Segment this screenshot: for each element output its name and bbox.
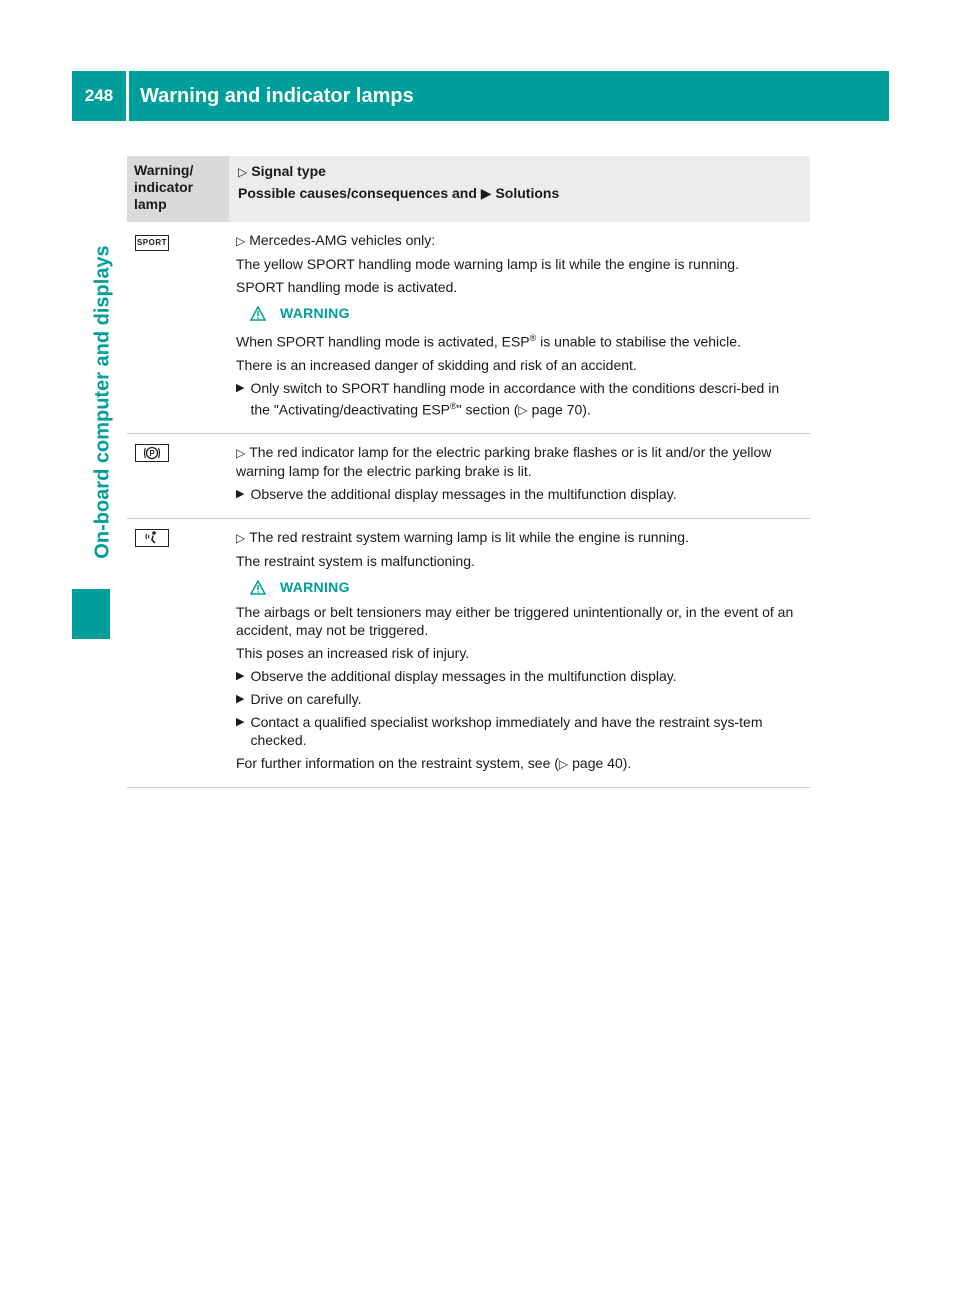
side-chapter-marker — [72, 589, 110, 639]
table-row: SPORT ▷ Mercedes-AMG vehicles only: The yellow SPORT handling mode warning lamp is lit while the engine is running. SPORT handling mode is activated. WARNING When SPORT handling mode is activated, ESP® is unable to stabilise the vehicle. There is an increased danger of skidding and risk of an accident. ▶ Only switch to SPORT handling mode in accordance with the conditions descri-bed in the "Activating/deactivating ESP®" section (▷ page 70). — [127, 222, 810, 434]
row-text: There is an increased danger of skidding and risk of an accident. — [236, 356, 637, 373]
warning-lamp-table — [127, 156, 810, 788]
row-text: The yellow SPORT handling mode warning lamp is lit while the engine is running. — [236, 256, 739, 272]
signal-triangle-icon: ▷ — [236, 234, 246, 248]
action-step: ▶ Only switch to SPORT handling mode in accordance with the conditions descri-bed in the "Activating/deactivating ESP®" section (▷ page 70). — [236, 379, 780, 418]
restraint-system-lamp-icon — [135, 529, 169, 547]
signal-triangle-icon: ▷ — [236, 531, 246, 545]
header-causes: Possible causes/consequences and — [238, 185, 477, 201]
page-reference-link[interactable]: page 40). — [572, 755, 632, 771]
warning-heading: WARNING — [250, 578, 802, 596]
action-step: ▶ Observe the additional display messages in the multifunction display. — [236, 486, 677, 502]
svg-text:P: P — [149, 449, 155, 458]
solution-arrow-icon: ▶ — [480, 185, 492, 201]
page-number: 248 — [84, 86, 114, 105]
row-intro: Mercedes-AMG vehicles only: — [249, 232, 436, 248]
parking-brake-lamp-icon — [135, 444, 169, 462]
page-title: Warning and indicator lamps — [140, 85, 414, 107]
action-step: ▶ Contact a qualified specialist workshop immediately and have the restraint sys-tem checked. — [236, 714, 763, 748]
action-arrow-icon: ▶ — [236, 488, 245, 500]
header-signal-column — [229, 156, 810, 222]
table-row: ▷ The red restraint system warning lamp is lit while the engine is running. The restraint system is malfunctioning. WARNING The airbags or belt tensioners may either be triggered unintentionally or, in the event of an accident, may not be triggered. This poses an increased risk of injury. ▶ Observe the additional display messages in the multifunction display. ▶ Drive on carefully. ▶ Contact a qualified specialist workshop immediately and have the restraint sys-tem checked. For further information on the restraint system, see (▷ page 40). — [127, 519, 810, 788]
row-text: SPORT handling mode is activated. — [236, 279, 458, 295]
row-text: The airbags or belt tensioners may either be triggered unintentionally or, in the event of an accident, may not be triggered. — [236, 604, 794, 638]
page-ref-triangle-icon: ▷ — [558, 757, 569, 771]
table-row: P ▷ The red indicator lamp for the electric parking brake flashes or is lit and/or the yellow warning lamp for the electric parking brake is lit. ▶ Observe the additional display messages in the multifunction display. — [127, 434, 810, 519]
table-header — [127, 156, 810, 222]
action-arrow-icon: ▶ — [236, 381, 245, 394]
action-arrow-icon: ▶ — [236, 670, 245, 682]
action-arrow-icon: ▶ — [236, 716, 245, 728]
header-solutions: Solutions — [495, 185, 560, 201]
warning-triangle-icon — [250, 580, 266, 595]
action-step: ▶ Drive on carefully. — [236, 691, 362, 707]
signal-triangle-icon: ▷ — [236, 446, 246, 460]
warning-triangle-icon — [250, 306, 266, 321]
page-reference-link[interactable]: page 70). — [531, 401, 591, 418]
page-header — [72, 71, 889, 121]
row-text: The restraint system is malfunctioning. — [236, 553, 475, 569]
header-signal-type: Signal type — [251, 163, 326, 179]
side-chapter-label: On-board computer and displays — [91, 245, 114, 559]
header-lamp-column: Warning/ indicator lamp — [127, 156, 229, 222]
action-step: ▶ Observe the additional display messages in the multifunction display. — [236, 668, 677, 684]
action-arrow-icon: ▶ — [236, 693, 245, 705]
signal-triangle-icon: ▷ — [238, 165, 248, 179]
warning-heading: WARNING — [250, 304, 802, 322]
sport-handling-lamp-icon: SPORT — [135, 235, 169, 251]
side-chapter-tab — [83, 222, 123, 582]
page-ref-triangle-icon: ▷ — [518, 403, 528, 418]
header-divider — [126, 71, 129, 121]
row-text: This poses an increased risk of injury. — [236, 645, 470, 661]
